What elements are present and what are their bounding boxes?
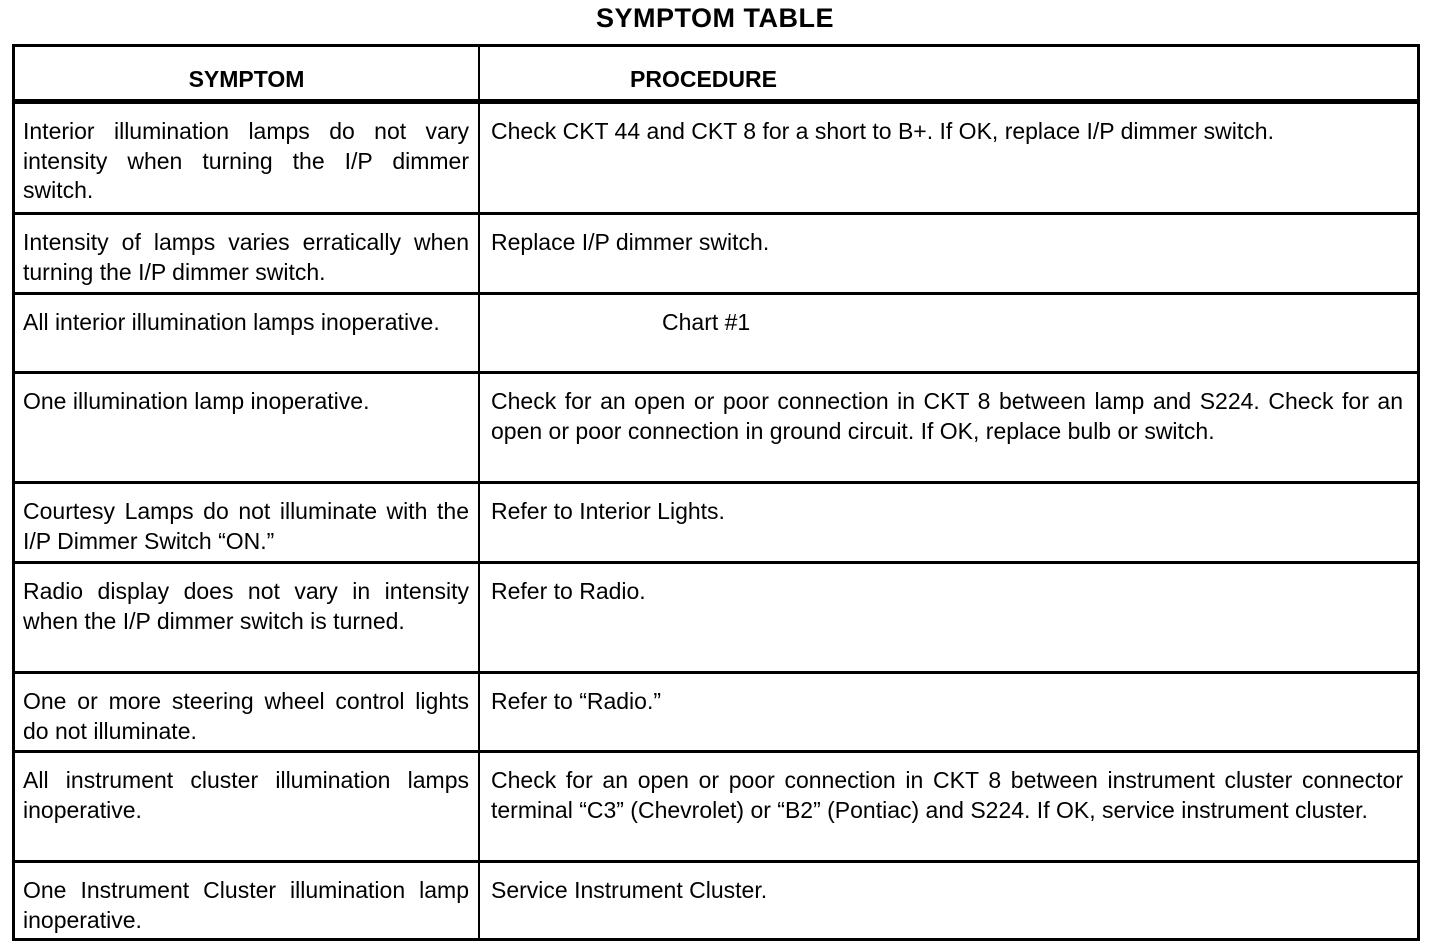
symptom-cell: Intensity of lamps varies erratically when turning the I/P dimmer switch. (15, 215, 480, 292)
procedure-cell: Chart #1 (662, 309, 751, 335)
column-header-symptom: SYMPTOM (15, 47, 480, 99)
table-row (15, 215, 1417, 295)
procedure-cell: Check for an open or poor connection in CKT 8 between instrument cluster connector terminal “C3” (Chevrolet) or “B2” (Pontiac) and S224. If OK, service instrument cluster. (491, 767, 1403, 823)
table-row (15, 753, 1417, 863)
symptom-cell: One or more steering wheel control lights do not illuminate. (15, 674, 480, 750)
procedure-cell: Refer to “Radio.” (491, 688, 662, 714)
table-header (15, 47, 1417, 104)
table-row (15, 484, 1417, 564)
symptom-cell: All interior illumination lamps inoperative. (15, 295, 480, 371)
procedure-cell: Refer to Radio. (491, 578, 646, 604)
symptom-cell: All instrument cluster illumination lamps inoperative. (15, 753, 480, 860)
symptom-cell: One Instrument Cluster illumination lamp inoperative. (15, 863, 480, 938)
symptom-cell: Interior illumination lamps do not vary intensity when turning the I/P dimmer switch. (15, 104, 480, 212)
table-row (15, 374, 1417, 484)
table-row (15, 674, 1417, 753)
symptom-table (12, 44, 1420, 941)
table-row (15, 564, 1417, 674)
procedure-cell: Refer to Interior Lights. (491, 498, 725, 524)
procedure-cell: Check CKT 44 and CKT 8 for a short to B+. If OK, replace I/P dimmer switch. (491, 118, 1274, 144)
column-header-procedure: PROCEDURE (630, 66, 777, 92)
table-row (15, 295, 1417, 374)
table-row (15, 863, 1417, 938)
symptom-cell: Courtesy Lamps do not illuminate with the I/P Dimmer Switch “ON.” (15, 484, 480, 561)
symptom-cell: Radio display does not vary in intensity when the I/P dimmer switch is turned. (15, 564, 480, 671)
procedure-cell: Service Instrument Cluster. (491, 877, 768, 903)
symptom-cell: One illumination lamp inoperative. (15, 374, 480, 481)
procedure-cell: Check for an open or poor connection in CKT 8 between lamp and S224. Check for an open or poor connection in ground circuit. If OK, replace bulb or switch. (491, 388, 1403, 444)
page-title: SYMPTOM TABLE (595, 3, 834, 33)
procedure-cell: Replace I/P dimmer switch. (491, 229, 770, 255)
table-row (15, 104, 1417, 215)
